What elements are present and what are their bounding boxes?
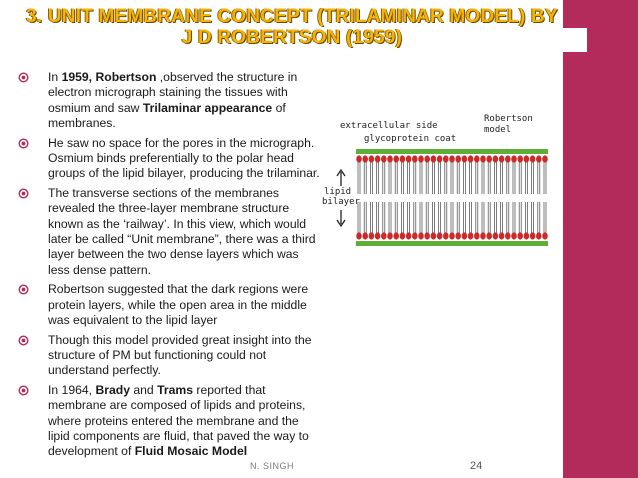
lipid-head <box>356 232 362 239</box>
bullet-item <box>18 333 323 379</box>
bullet-circle-icon <box>18 188 29 199</box>
accent-square <box>563 28 587 52</box>
bullet-item <box>18 70 323 132</box>
lipid-head <box>443 232 449 239</box>
lipid-head <box>400 232 406 239</box>
lipid-head <box>517 232 523 239</box>
bullet-item <box>18 136 323 182</box>
bullet-item <box>18 383 323 460</box>
lipid-head <box>462 155 468 162</box>
lipid-head <box>530 232 536 239</box>
lipid-head <box>486 155 492 162</box>
lipid-head <box>493 232 499 239</box>
label-lipid: lipid <box>324 187 352 197</box>
lipid-head <box>431 155 437 162</box>
lipid-head <box>400 155 406 162</box>
lipid-head <box>486 232 492 239</box>
bullet-circle-icon <box>18 72 29 83</box>
protein-layer-bottom <box>356 241 548 246</box>
protein-layer-top <box>356 149 548 154</box>
lipid-head <box>406 155 412 162</box>
label-glycoprotein: glycoprotein coat <box>364 134 457 144</box>
bullet-text: Robertson suggested that the dark regions were protein layers, while the open area in the middle was equivalent to the lipid layer <box>48 282 309 328</box>
bullet-text: In 1964, <box>48 382 96 397</box>
lipid-head <box>393 232 399 239</box>
lipid-head <box>499 232 505 239</box>
label-bilayer: bilayer <box>322 197 360 207</box>
lipid-head <box>418 155 424 162</box>
lipid-head <box>375 155 381 162</box>
bullet-item <box>18 282 323 328</box>
lipid-head <box>449 155 455 162</box>
lipid-head <box>524 232 530 239</box>
lipid-head <box>387 155 393 162</box>
lipid-head <box>381 232 387 239</box>
bullet-item <box>18 186 323 278</box>
bullet-text: In <box>48 70 62 84</box>
lipid-head <box>542 155 548 162</box>
bullet-bold-text: Trams <box>157 382 194 397</box>
lipid-head <box>511 155 517 162</box>
label-model-line1: Robertson <box>484 114 533 124</box>
lipid-head <box>505 155 511 162</box>
title-line-1: 3. UNIT MEMBRANE CONCEPT (TRILAMINAR MODEL) BY <box>26 6 558 27</box>
lipid-head <box>431 232 437 239</box>
lipid-head <box>480 155 486 162</box>
bullet-circle-icon <box>18 284 29 295</box>
lipid-head <box>530 155 536 162</box>
lipid-head <box>369 155 375 162</box>
lipid-head <box>356 155 362 162</box>
bullet-bold-text: 1959, Robertson <box>61 70 157 84</box>
lipid-head <box>462 232 468 239</box>
label-extracellular: extracellular side <box>340 121 438 131</box>
lipid-head <box>387 232 393 239</box>
lipid-head <box>524 155 530 162</box>
lipid-head <box>455 155 461 162</box>
lipid-head <box>468 232 474 239</box>
lipid-head <box>511 232 517 239</box>
lipid-head <box>536 155 542 162</box>
label-model-line2: model <box>484 125 512 135</box>
lipid-head <box>406 232 412 239</box>
lipid-head <box>474 155 480 162</box>
lipid-head <box>412 155 418 162</box>
lipid-head <box>424 155 430 162</box>
slide-title <box>22 6 562 48</box>
lipid-head <box>449 232 455 239</box>
lipid-head <box>393 155 399 162</box>
arrow-up-icon <box>337 170 345 186</box>
lipid-head <box>381 155 387 162</box>
bullet-text: of membranes. <box>48 100 286 131</box>
lipid-head <box>437 155 443 162</box>
bullet-text: Though this model provided great insight into the structure of PM but functioning could not understand perfectly. <box>48 332 312 378</box>
lipid-head <box>499 155 505 162</box>
bullet-bold-text: Brady <box>95 382 130 397</box>
lipid-head <box>375 232 381 239</box>
lipid-head <box>505 232 511 239</box>
lipid-head <box>474 232 480 239</box>
lipid-head <box>468 155 474 162</box>
bullet-list <box>18 70 323 464</box>
lipid-head <box>517 155 523 162</box>
bullet-bold-text: Trilaminar appearance <box>142 100 273 115</box>
lipid-head <box>362 155 368 162</box>
arrow-down-icon <box>337 210 345 226</box>
bullet-text: He saw no space for the pores in the micrograph. Osmium binds preferentially to the polar head groups of the lipid bilayer, producing the trilaminar. <box>48 135 320 181</box>
lipid-head <box>418 232 424 239</box>
bullet-circle-icon <box>18 138 29 149</box>
lipid-head <box>412 232 418 239</box>
bullet-circle-icon <box>18 335 29 346</box>
membrane-bilayer <box>356 149 548 246</box>
lipid-head <box>542 232 548 239</box>
lipid-head <box>536 232 542 239</box>
page-number: 24 <box>470 460 483 472</box>
bullet-text: The transverse sections of the membranes revealed the three-layer membrane structure known as the ‘railway’. In this view, which would later be called “Unit membrane”, there was a third layer between the two dense layers which was less dense pattern. <box>48 185 316 277</box>
lipid-head <box>369 232 375 239</box>
bullet-bold-text: Fluid Mosaic Model <box>134 444 248 459</box>
accent-sidebar <box>563 0 638 478</box>
author-footer: N. SINGH <box>250 461 295 471</box>
robertson-model-diagram <box>322 108 558 258</box>
lipid-head <box>480 232 486 239</box>
lipid-head <box>424 232 430 239</box>
lipid-head <box>455 232 461 239</box>
title-line-2: J D ROBERTSON (1959) <box>181 27 403 48</box>
lipid-head <box>493 155 499 162</box>
bullet-text: reported that membrane are composed of lipids and proteins, where proteins entered the membrane and the lipid components are fluid, that paved the way to development of <box>48 382 309 459</box>
bullet-text: and <box>129 382 158 397</box>
bullet-circle-icon <box>18 385 29 396</box>
lipid-head <box>362 232 368 239</box>
lipid-head <box>437 232 443 239</box>
bullet-text: ,observed the structure in electron micrograph staining the tissues with osmium and saw <box>48 70 298 115</box>
lipid-head <box>443 155 449 162</box>
